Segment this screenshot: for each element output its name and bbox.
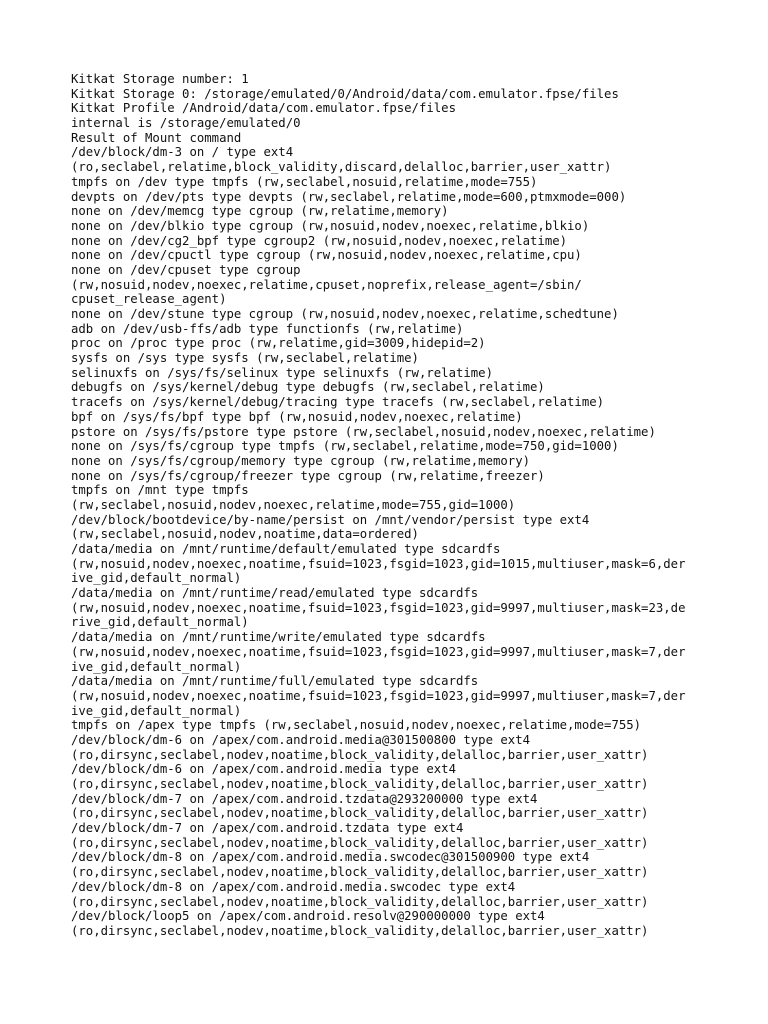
text-line: (rw,nosuid,nodev,noexec,relatime,cpuset,noprefix,release_agent=/sbin/ bbox=[71, 277, 582, 292]
text-line: rive_gid,default_normal) bbox=[71, 615, 249, 630]
text-line: none on /dev/cpuctl type cgroup (rw,nosuid,nodev,noexec,relatime,cpu) bbox=[71, 248, 582, 263]
text-line: (rw,nosuid,nodev,noexec,noatime,fsuid=1023,fsgid=1023,gid=9997,multiuser,mask=7,der bbox=[71, 688, 686, 703]
text-line: Kitkat Storage number: 1 bbox=[71, 72, 249, 86]
text-line: Result of Mount command bbox=[71, 130, 242, 145]
text-line: /dev/block/loop5 on /apex/com.android.resolv@290000000 type ext4 bbox=[71, 909, 545, 924]
text-line: (ro,dirsync,seclabel,nodev,noatime,block_validity,delalloc,barrier,user_xattr) bbox=[71, 894, 649, 909]
text-line: none on /dev/blkio type cgroup (rw,nosuid,nodev,noexec,relatime,blkio) bbox=[71, 218, 590, 233]
text-line: (ro,dirsync,seclabel,nodev,noatime,block_validity,delalloc,barrier,user_xattr) bbox=[71, 865, 649, 880]
text-line: adb on /dev/usb-ffs/adb type functionfs (rw,relatime) bbox=[71, 321, 464, 336]
text-line: none on /sys/fs/cgroup/memory type cgroup (rw,relatime,memory) bbox=[71, 453, 531, 468]
text-line: (ro,dirsync,seclabel,nodev,noatime,block_validity,delalloc,barrier,user_xattr) bbox=[71, 806, 649, 821]
text-line: tmpfs on /apex type tmpfs (rw,seclabel,nosuid,nodev,noexec,relatime,mode=755) bbox=[71, 718, 642, 733]
text-line: /dev/block/bootdevice/by-name/persist on /mnt/vendor/persist type ext4 bbox=[71, 512, 590, 527]
text-line: selinuxfs on /sys/fs/selinux type selinuxfs (rw,relatime) bbox=[71, 365, 493, 380]
text-line: none on /dev/cg2_bpf type cgroup2 (rw,nosuid,nodev,noexec,relatime) bbox=[71, 233, 568, 248]
text-line: /dev/block/dm-6 on /apex/com.android.media@301500800 type ext4 bbox=[71, 732, 531, 747]
text-line: ive_gid,default_normal) bbox=[71, 703, 242, 718]
text-line: tracefs on /sys/kernel/debug/tracing type tracefs (rw,seclabel,relatime) bbox=[71, 395, 605, 410]
text-line: none on /sys/fs/cgroup/freezer type cgroup (rw,relatime,freezer) bbox=[71, 468, 545, 483]
text-line: (ro,dirsync,seclabel,nodev,noatime,block_validity,delalloc,barrier,user_xattr) bbox=[71, 777, 649, 791]
text-line: (rw,seclabel,nosuid,nodev,noexec,relatime,mode=755,gid=1000) bbox=[71, 497, 516, 512]
text-line: (rw,seclabel,nosuid,nodev,noatime,data=ordered) bbox=[71, 527, 419, 542]
text-line: devpts on /dev/pts type devpts (rw,seclabel,relatime,mode=600,ptmxmode=000) bbox=[71, 189, 627, 204]
text-line: none on /dev/memcg type cgroup (rw,relatime,memory) bbox=[71, 204, 449, 219]
text-line: (ro,seclabel,relatime,block_validity,discard,delalloc,barrier,user_xattr) bbox=[71, 160, 612, 175]
text-line: proc on /proc type proc (rw,relatime,gid=3009,hidepid=2) bbox=[71, 336, 486, 351]
text-line: /dev/block/dm-3 on / type ext4 bbox=[71, 145, 294, 160]
text-line: sysfs on /sys type sysfs (rw,seclabel,relatime) bbox=[71, 351, 419, 366]
text-line: none on /sys/fs/cgroup type tmpfs (rw,seclabel,relatime,mode=750,gid=1000) bbox=[71, 439, 619, 454]
text-line: pstore on /sys/fs/pstore type pstore (rw,seclabel,nosuid,nodev,noexec,relatime) bbox=[71, 424, 656, 439]
text-line: debugfs on /sys/kernel/debug type debugfs (rw,seclabel,relatime) bbox=[71, 380, 545, 395]
text-line: (ro,dirsync,seclabel,nodev,noatime,block_validity,delalloc,barrier,user_xattr) bbox=[71, 923, 649, 938]
text-line: /data/media on /mnt/runtime/read/emulated type sdcardfs bbox=[71, 586, 479, 601]
text-line: cpuset_release_agent) bbox=[71, 292, 227, 307]
text-line: /data/media on /mnt/runtime/default/emulated type sdcardfs bbox=[71, 542, 501, 556]
text-line: ive_gid,default_normal) bbox=[71, 571, 242, 586]
text-line: (rw,nosuid,nodev,noexec,noatime,fsuid=1023,fsgid=1023,gid=9997,multiuser,mask=7,der bbox=[71, 644, 686, 659]
text-line: /data/media on /mnt/runtime/write/emulated type sdcardfs bbox=[71, 630, 486, 645]
text-line: (rw,nosuid,nodev,noexec,noatime,fsuid=1023,fsgid=1023,gid=1015,multiuser,mask=6,der bbox=[71, 556, 686, 571]
text-line: (rw,nosuid,nodev,noexec,noatime,fsuid=1023,fsgid=1023,gid=9997,multiuser,mask=23,de bbox=[71, 600, 686, 615]
text-line: none on /dev/cpuset type cgroup bbox=[71, 262, 301, 277]
text-line: /dev/block/dm-8 on /apex/com.android.media.swcodec type ext4 bbox=[71, 879, 516, 894]
text-line: /data/media on /mnt/runtime/full/emulated type sdcardfs bbox=[71, 674, 479, 689]
text-line: tmpfs on /mnt type tmpfs bbox=[71, 483, 249, 498]
text-line: none on /dev/stune type cgroup (rw,nosuid,nodev,noexec,relatime,schedtune) bbox=[71, 307, 619, 321]
text-line: /dev/block/dm-6 on /apex/com.android.media type ext4 bbox=[71, 762, 456, 777]
text-line: (ro,dirsync,seclabel,nodev,noatime,block_validity,delalloc,barrier,user_xattr) bbox=[71, 835, 649, 850]
document-text-body bbox=[71, 72, 761, 939]
text-line: bpf on /sys/fs/bpf type bpf (rw,nosuid,nodev,noexec,relatime) bbox=[71, 409, 523, 424]
text-line: internal is /storage/emulated/0 bbox=[71, 116, 301, 131]
text-line: Kitkat Storage 0: /storage/emulated/0/Android/data/com.emulator.fpse/files bbox=[71, 86, 619, 101]
text-line: Kitkat Profile /Android/data/com.emulator.fpse/files bbox=[71, 101, 456, 116]
text-line: ive_gid,default_normal) bbox=[71, 659, 242, 674]
text-line: /dev/block/dm-7 on /apex/com.android.tzdata type ext4 bbox=[71, 821, 464, 836]
text-line: (ro,dirsync,seclabel,nodev,noatime,block_validity,delalloc,barrier,user_xattr) bbox=[71, 747, 649, 762]
text-line: /dev/block/dm-8 on /apex/com.android.media.swcodec@301500900 type ext4 bbox=[71, 850, 590, 865]
text-line: /dev/block/dm-7 on /apex/com.android.tzdata@293200000 type ext4 bbox=[71, 791, 538, 806]
text-line: tmpfs on /dev type tmpfs (rw,seclabel,nosuid,relatime,mode=755) bbox=[71, 174, 538, 189]
